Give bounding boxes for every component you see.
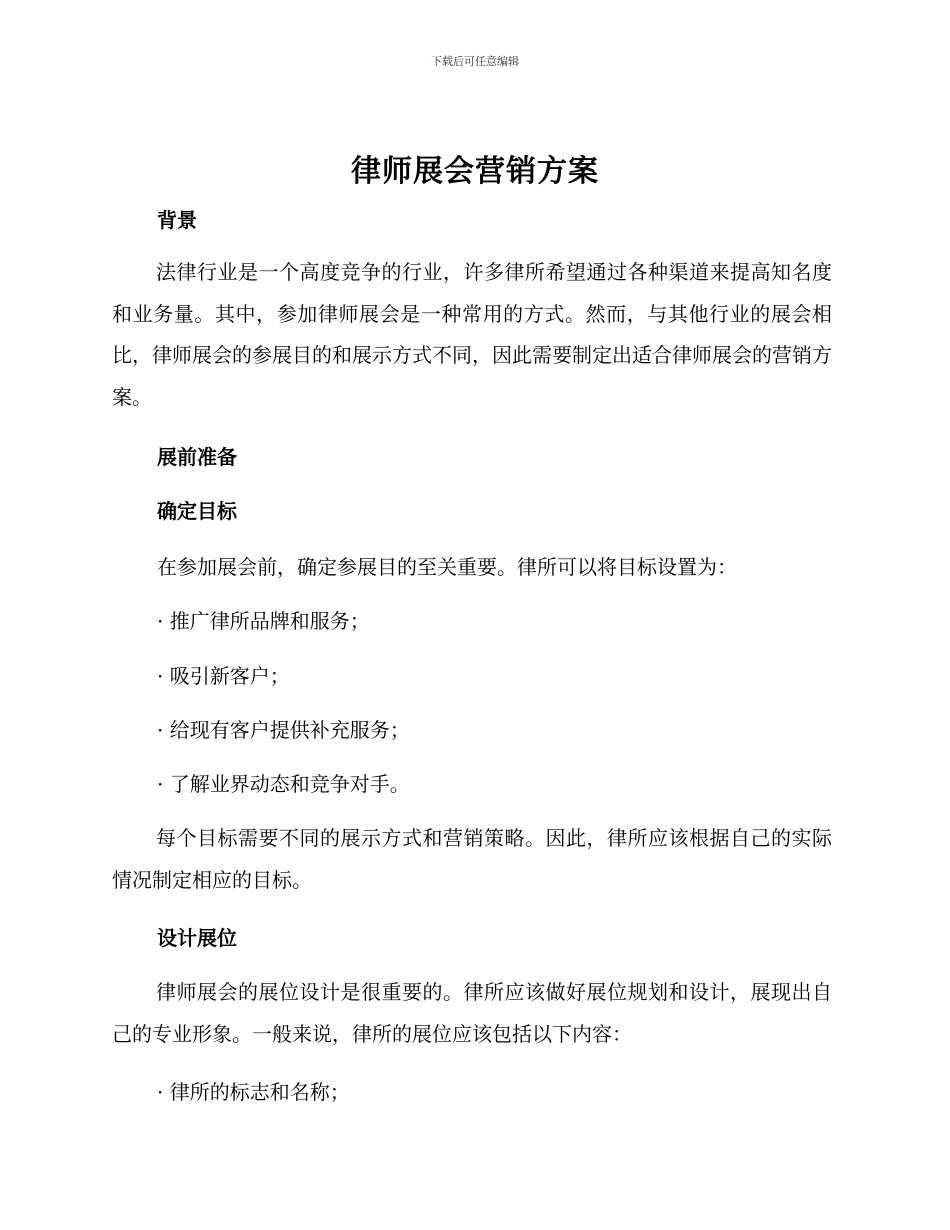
paragraph-booth: 律师展会的展位设计是很重要的。律所应该做好展位规划和设计，展现出自己的专业形象。一般来说，律所的展位应该包括以下内容： [112,980,832,1046]
header-note: 下载后可任意编辑 [431,55,519,68]
heading-design-booth: 设计展位 [157,926,237,950]
list-item: · 给现有客户提供补充服务； [157,718,410,742]
heading-set-goals: 确定目标 [157,499,237,523]
document-title: 律师展会营销方案 [351,154,599,189]
paragraph-goal-summary: 每个目标需要不同的展示方式和营销策略。因此，律所应该根据自己的实际情况制定相应的目标。 [112,826,832,892]
list-item: · 吸引新客户； [157,664,290,688]
list-item: · 了解业界动态和竞争对手。 [157,772,410,796]
list-item: · 推广律所品牌和服务； [157,609,370,633]
heading-background: 背景 [157,208,197,232]
paragraph-goal-intro: 在参加展会前，确定参展目的至关重要。律所可以将目标设置为： [157,555,737,579]
heading-preparation: 展前准备 [157,445,237,469]
list-item: · 律所的标志和名称； [157,1080,350,1104]
paragraph-background: 法律行业是一个高度竞争的行业，许多律所希望通过各种渠道来提高知名度和业务量。其中，参加律师展会是一种常用的方式。然而，与其他行业的展会相比，律师展会的参展目的和展示方式不同，因此需要制定出适合律师展会的营销方案。 [112,260,832,409]
